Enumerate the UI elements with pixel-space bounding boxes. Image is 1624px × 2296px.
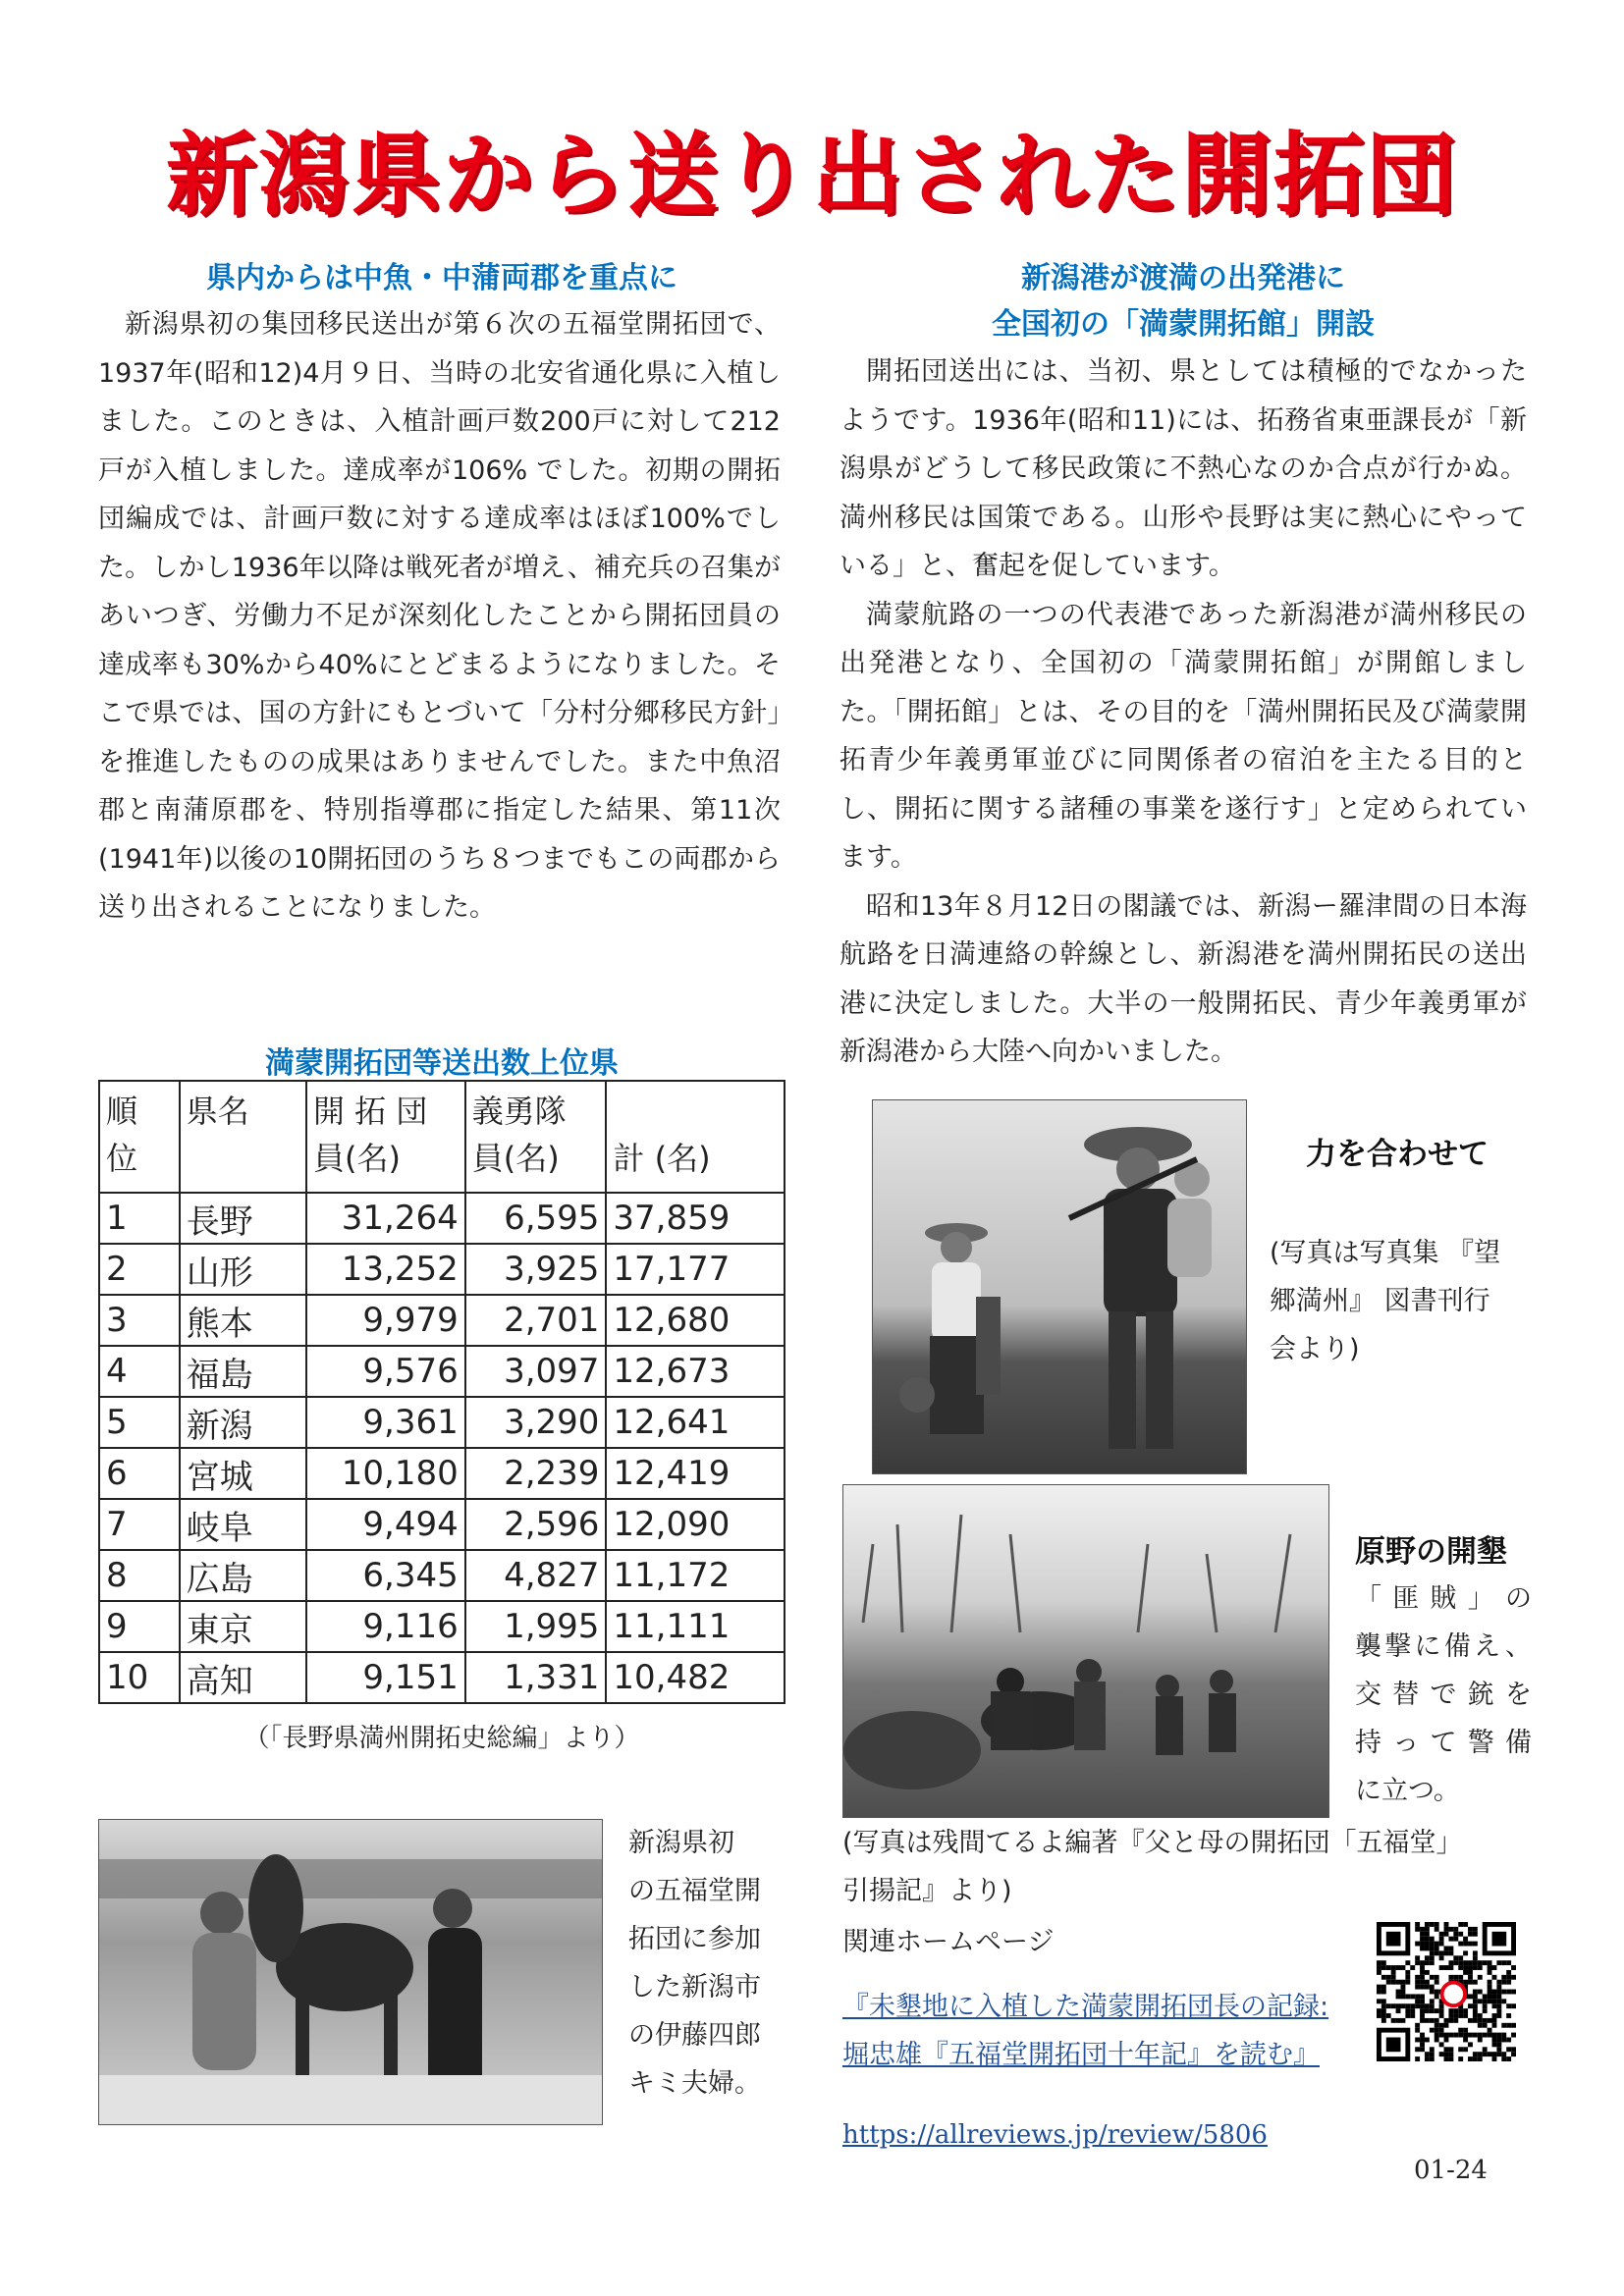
qr-code[interactable] <box>1377 1922 1516 2061</box>
cell-rank: 7 <box>99 1499 180 1550</box>
cell-prefecture: 山形 <box>180 1244 306 1295</box>
right-paragraph-3: 昭和13年８月12日の閣議では、新潟ー羅津間の日本海航路を日満連絡の幹線とし、新潟港を満州開拓民の送出港に決定しました。大半の一般開拓民、青少年義勇軍が新潟港から大陸へ向かいました。 <box>839 890 1527 1067</box>
related-link[interactable] <box>842 1983 1392 2079</box>
table-row <box>99 1295 785 1346</box>
cell-volunteers: 1,995 <box>465 1601 607 1652</box>
header-prefecture: 県名 <box>180 1081 306 1193</box>
cell-volunteers: 2,596 <box>465 1499 607 1550</box>
table-source: （「長野県満州開拓史総編」より） <box>244 1724 640 1753</box>
cell-prefecture: 福島 <box>180 1346 306 1397</box>
table-row <box>99 1448 785 1499</box>
cell-rank: 2 <box>99 1244 180 1295</box>
cell-volunteers: 4,827 <box>465 1550 607 1601</box>
cell-total: 12,641 <box>606 1397 785 1448</box>
cell-settlers: 9,979 <box>306 1295 465 1346</box>
cell-rank: 6 <box>99 1448 180 1499</box>
table-row <box>99 1652 785 1703</box>
related-link-line1[interactable]: 『未墾地に入植した満蒙開拓団長の記録: <box>842 1992 1329 2022</box>
right-heading-line1: 新潟港が渡満の出発港に <box>1021 261 1345 295</box>
page-number: 01-24 <box>1414 2156 1488 2185</box>
photo-clearing-land-image <box>843 1485 1328 1817</box>
table-row <box>99 1193 785 1244</box>
cell-rank: 1 <box>99 1193 180 1244</box>
cell-total: 37,859 <box>606 1193 785 1244</box>
left-body-paragraph: 新潟県初の集団移民送出が第６次の五福堂開拓団で、1937年(昭和12)4月９日、当時の北安省通化県に入植しました。このときは、入植計画戸数200戸に対して212戸が入植しました。達成率が106% でした。初期の開拓団編成では、計画戸数に対する達成率はほぼ100%でした。しかし1936年以降は戦死者が増え、補充兵の召集があいつぎ、労働力不足が深刻化したことから開拓団員の達成率も30%から40%にとどまるようになりました。そこで県では、国の方針にもとづいて「分村分郷移民方針」を推進したものの成果はありませんでした。また中魚沼郡と南蒲原郡を、特別指導郡に指定した結果、第11次(1941年)以後の10開拓団のうち８つまでもこの両郡から送り出されることになりました。 <box>98 309 781 923</box>
left-section-heading: 県内からは中魚・中蒲両郡を重点に <box>206 261 677 295</box>
photo1-title: 力を合わせて <box>1306 1137 1489 1172</box>
cell-volunteers: 3,097 <box>465 1346 607 1397</box>
cell-volunteers: 1,331 <box>465 1652 607 1703</box>
related-label: 関連ホームページ <box>842 1927 1055 1957</box>
cell-prefecture: 高知 <box>180 1652 306 1703</box>
table-row <box>99 1601 785 1652</box>
photo-ito-caption: 新潟県初 の五福堂開 拓団に参加 した新潟市 の伊藤四郎 キミ夫婦。 <box>628 1828 761 2099</box>
photo-clearing-land <box>842 1484 1329 1818</box>
right-paragraph-1: 開拓団送出には、当初、県としては積極的でなかったようです。1936年(昭和11)には、拓務省東亜課長が「新潟県がどうして移民政策に不熱心なのか合点が行かぬ。満州移民は国策である。山形や長野は実に熱心にやっている」と、奮起を促しています。 <box>839 356 1527 581</box>
cell-total: 12,673 <box>606 1346 785 1397</box>
cell-rank: 4 <box>99 1346 180 1397</box>
cell-prefecture: 宮城 <box>180 1448 306 1499</box>
photo-ito-couple <box>98 1819 603 2125</box>
table-row <box>99 1244 785 1295</box>
cell-settlers: 13,252 <box>306 1244 465 1295</box>
cell-volunteers: 2,701 <box>465 1295 607 1346</box>
cell-settlers: 9,361 <box>306 1397 465 1448</box>
cell-prefecture: 広島 <box>180 1550 306 1601</box>
qr-code-image <box>1377 1922 1516 2061</box>
cell-rank: 3 <box>99 1295 180 1346</box>
photo1-caption: (写真は写真集 『望 郷満州』 図書刊行 会より) <box>1270 1238 1501 1364</box>
photo2-caption: 「匪賊」の 襲撃に備え、 交替で銃を 持って警備 に立つ。 <box>1355 1583 1532 1806</box>
table-row <box>99 1499 785 1550</box>
cell-total: 12,680 <box>606 1295 785 1346</box>
cell-volunteers: 3,925 <box>465 1244 607 1295</box>
header-volunteers: 義勇隊 員(名) <box>465 1081 607 1193</box>
cell-total: 17,177 <box>606 1244 785 1295</box>
cell-settlers: 10,180 <box>306 1448 465 1499</box>
cell-prefecture: 熊本 <box>180 1295 306 1346</box>
header-rank: 順 位 <box>99 1081 180 1193</box>
table-row <box>99 1550 785 1601</box>
cell-total: 10,482 <box>606 1652 785 1703</box>
table-row <box>99 1346 785 1397</box>
photo2-title: 原野の開墾 <box>1355 1534 1507 1570</box>
header-settlers: 開 拓 団 員(名) <box>306 1081 465 1193</box>
header-total: 計 (名) <box>606 1081 785 1193</box>
cell-settlers: 6,345 <box>306 1550 465 1601</box>
cell-rank: 10 <box>99 1652 180 1703</box>
right-heading-line2: 全国初の「満蒙開拓館」開設 <box>992 307 1375 342</box>
cell-volunteers: 2,239 <box>465 1448 607 1499</box>
photo2-source: (写真は残間てるよ編著『父と母の開拓団「五福堂」 引揚記』より) <box>842 1828 1463 1906</box>
photo-ito-couple-image <box>99 1820 602 2124</box>
table-title: 満蒙開拓団等送出数上位県 <box>265 1046 619 1081</box>
cell-volunteers: 3,290 <box>465 1397 607 1448</box>
cell-rank: 9 <box>99 1601 180 1652</box>
cell-volunteers: 6,595 <box>465 1193 607 1244</box>
table-header-row <box>99 1081 785 1193</box>
right-section-body <box>839 347 1527 1077</box>
left-section-body <box>98 300 781 933</box>
cell-total: 12,090 <box>606 1499 785 1550</box>
cell-settlers: 9,494 <box>306 1499 465 1550</box>
ranking-table <box>98 1080 785 1704</box>
cell-prefecture: 新潟 <box>180 1397 306 1448</box>
table-row <box>99 1397 785 1448</box>
cell-settlers: 9,116 <box>306 1601 465 1652</box>
photo-working-together <box>872 1099 1247 1474</box>
page-title: 新潟県から送り出された開拓団 <box>165 123 1458 228</box>
related-url[interactable]: https://allreviews.jp/review/5806 <box>842 2120 1268 2150</box>
cell-prefecture: 東京 <box>180 1601 306 1652</box>
cell-settlers: 9,151 <box>306 1652 465 1703</box>
cell-settlers: 31,264 <box>306 1193 465 1244</box>
cell-total: 11,111 <box>606 1601 785 1652</box>
right-paragraph-2: 満蒙航路の一つの代表港であった新潟港が満州移民の出発港となり、全国初の「満蒙開拓館」が開館しました。「開拓館」とは、その目的を「満州開拓民及び満蒙開拓青少年義勇軍並びに同関係者の宿泊を主たる目的とし、開拓に関する諸種の事業を遂行す」と定められています。 <box>839 599 1527 873</box>
cell-settlers: 9,576 <box>306 1346 465 1397</box>
cell-prefecture: 長野 <box>180 1193 306 1244</box>
cell-total: 11,172 <box>606 1550 785 1601</box>
cell-rank: 8 <box>99 1550 180 1601</box>
related-link-line2[interactable]: 堀忠雄『五福堂開拓団十年記』を読む』 <box>842 2040 1320 2070</box>
cell-total: 12,419 <box>606 1448 785 1499</box>
photo-working-together-image <box>873 1100 1246 1473</box>
cell-rank: 5 <box>99 1397 180 1448</box>
cell-prefecture: 岐阜 <box>180 1499 306 1550</box>
